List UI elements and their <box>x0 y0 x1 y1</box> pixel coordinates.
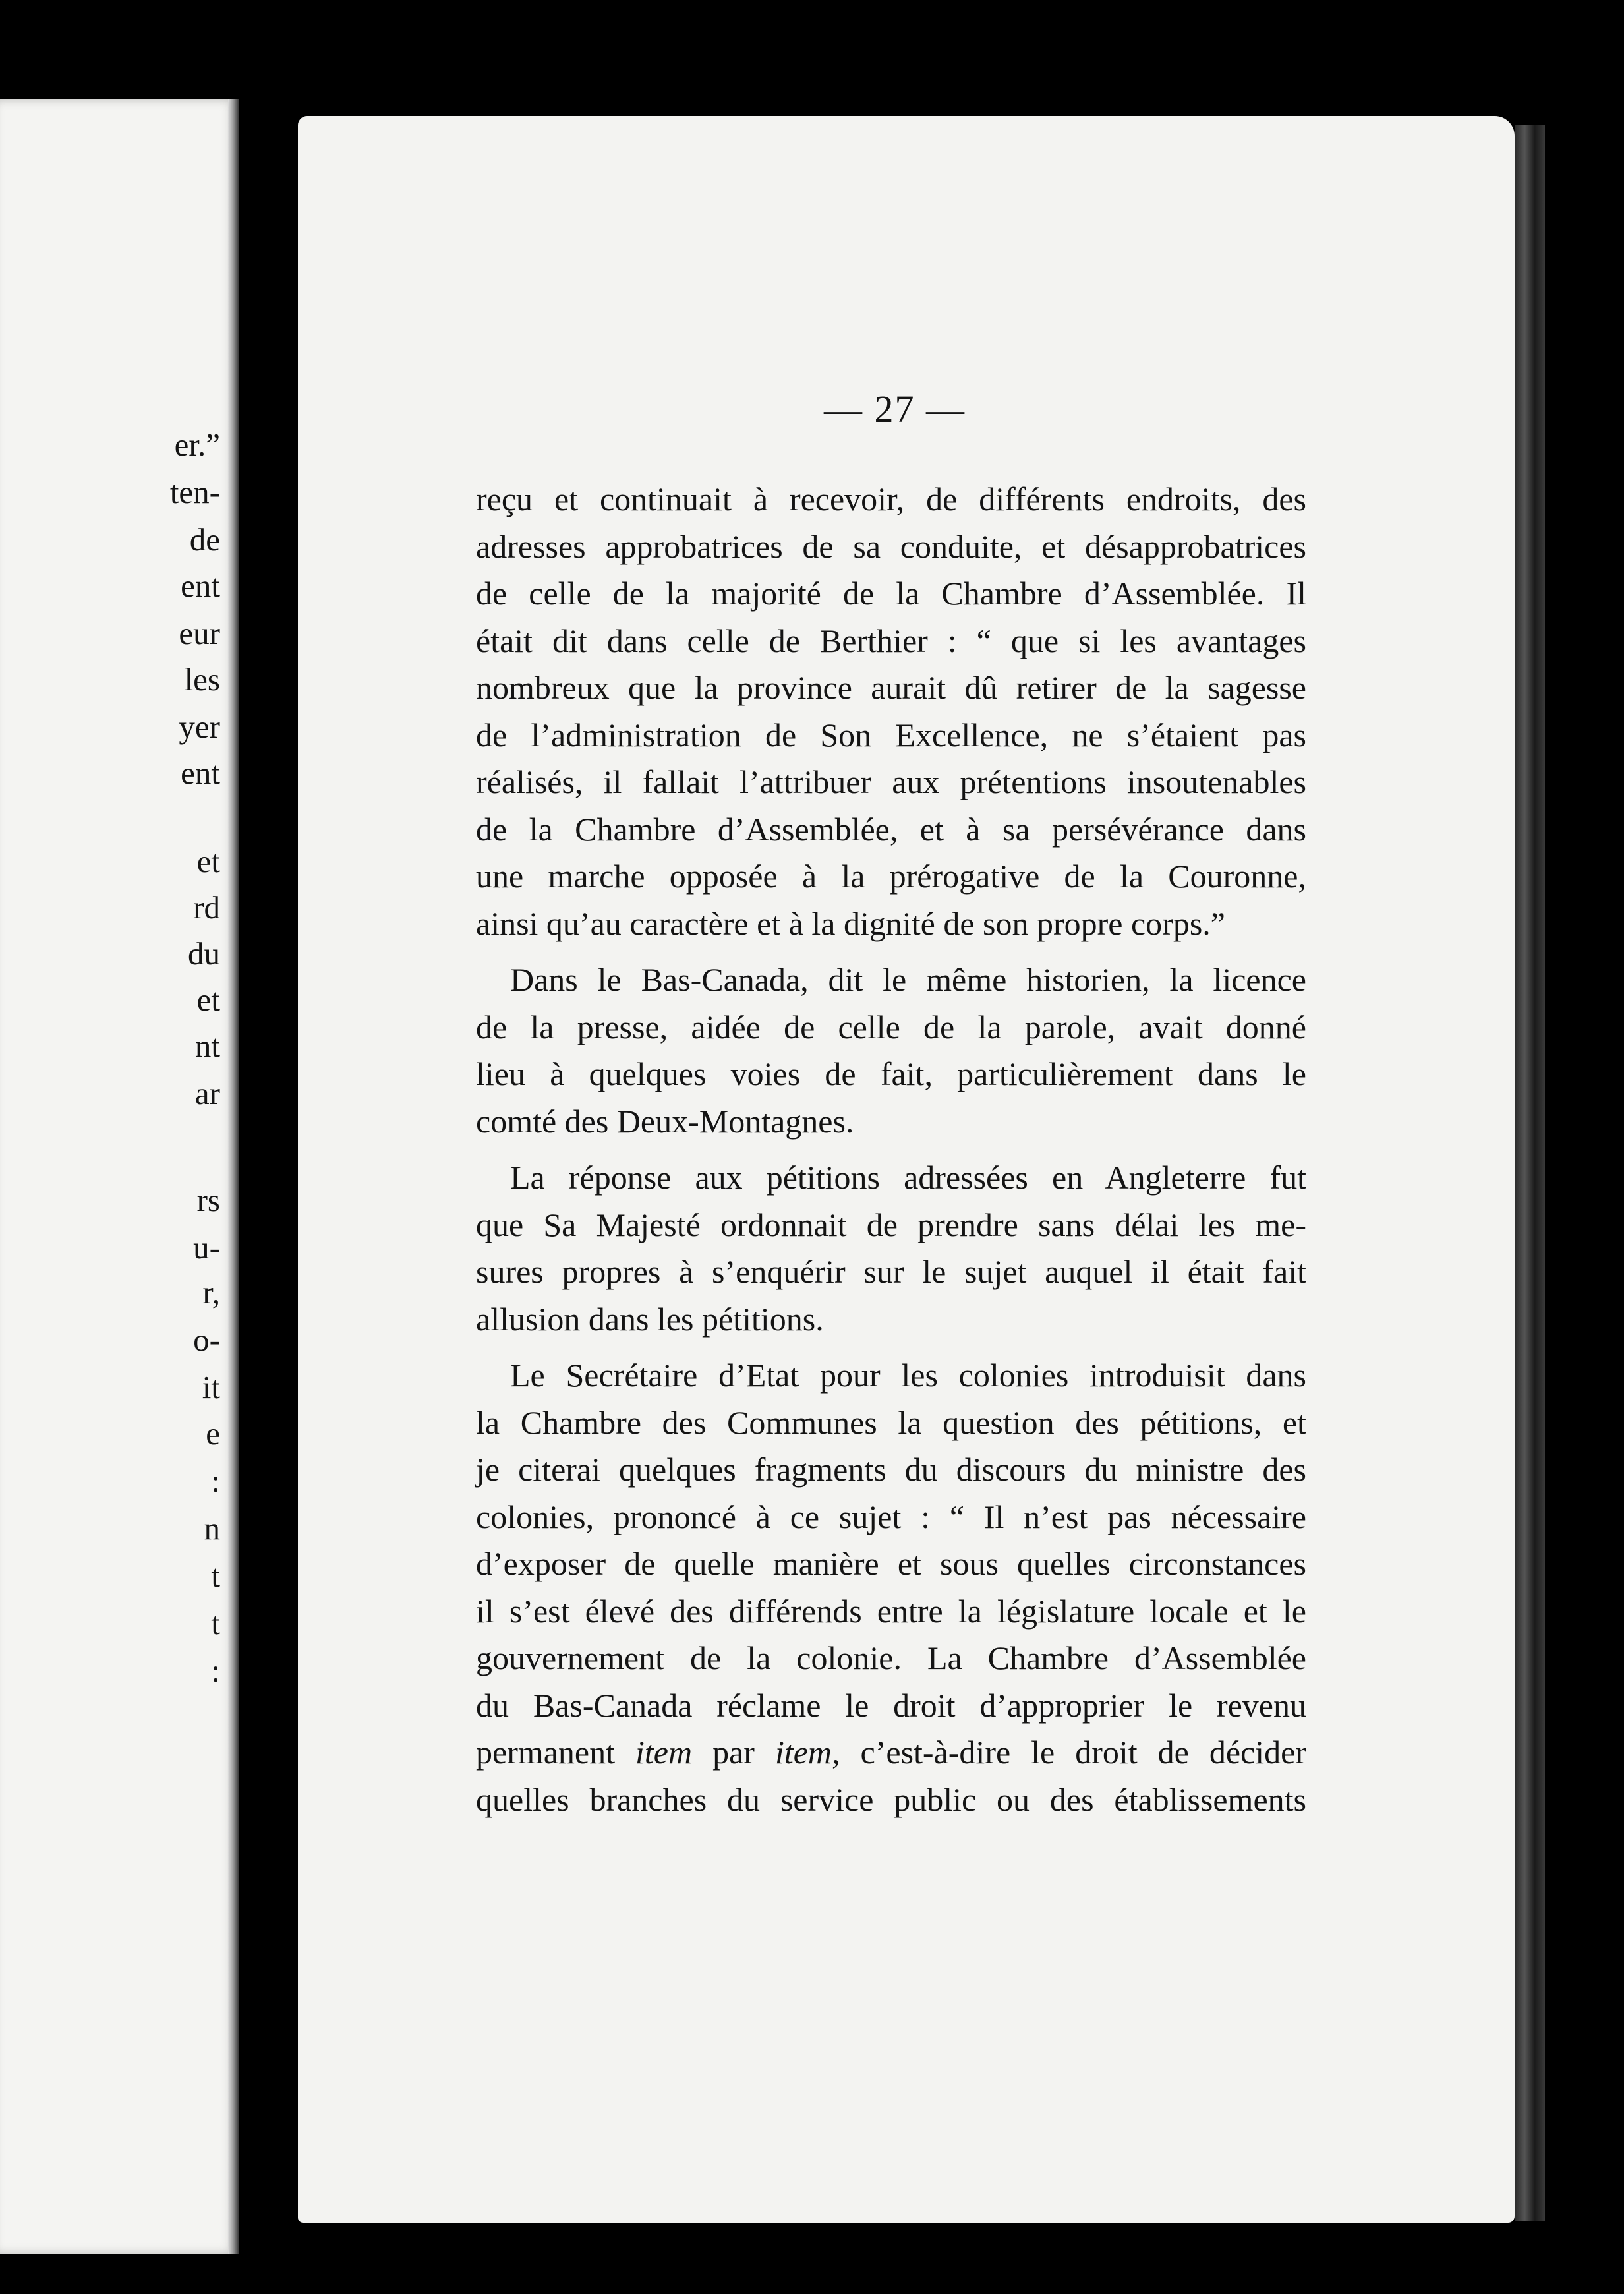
text-line: de la Chambre d’Assemblée, et à sa persévérance dans <box>476 811 1306 848</box>
text-line: quelles branches du service public ou des établissements <box>476 1781 1306 1818</box>
left-page-fragment: et <box>196 982 220 1018</box>
left-page-fragment: ent <box>181 755 220 791</box>
left-page-fragment: u- <box>193 1229 220 1266</box>
left-page-fragment: er.” <box>174 426 220 463</box>
text-line: d’exposer de quelle manière et sous quelles circonstances <box>476 1545 1306 1582</box>
left-page-fragment: nt <box>194 1028 220 1064</box>
text-line: Le Secrétaire d’Etat pour les colonies introduisit dans <box>510 1357 1306 1394</box>
text-line: adresses approbatrices de sa conduite, et désapprobatrices <box>476 528 1306 565</box>
left-page-fragment: t <box>211 1558 220 1594</box>
left-page-fragment: ar <box>194 1075 220 1111</box>
text-line: une marche opposée à la prérogative de la Couronne, <box>476 858 1306 895</box>
text-line: de la presse, aidée de celle de la parole, avait donné <box>476 1009 1306 1045</box>
text-line: la Chambre des Communes la question des pétitions, et <box>476 1404 1306 1441</box>
text-line: que Sa Majesté ordonnait de prendre sans délai les me- <box>476 1206 1306 1243</box>
text-line: colonies, prononcé à ce sujet : “ Il n’est pas nécessaire <box>476 1498 1306 1535</box>
text-line: de l’administration de Son Excellence, ne s’étaient pas <box>476 717 1306 753</box>
left-page-fragment: rd <box>193 889 220 926</box>
left-page-fragment: et <box>196 843 220 879</box>
left-page-fragment: rs <box>196 1182 220 1218</box>
left-page-fragment: eur <box>179 615 220 651</box>
left-page-edge <box>228 99 239 2254</box>
text-line: était dit dans celle de Berthier : “ que si les avantages <box>476 622 1306 659</box>
text-line: permanent item par item, c’est-à-dire le droit de décider <box>476 1734 1306 1771</box>
text-line: lieu à quelques voies de fait, particulièrement dans le <box>476 1055 1306 1092</box>
book-spine <box>1515 125 1545 2221</box>
left-page <box>0 99 239 2254</box>
left-page-fragment: ten- <box>169 474 220 510</box>
left-page-fragment: ent <box>181 568 220 604</box>
text-line: réalisés, il fallait l’attribuer aux prétentions insoutenables <box>476 763 1306 800</box>
text-line: comté des Deux-Montagnes. <box>476 1103 854 1140</box>
left-page-fragment: e <box>206 1415 220 1452</box>
left-page-fragment: o- <box>193 1322 220 1358</box>
left-page-fragment: n <box>204 1510 220 1546</box>
text-line: reçu et continuait à recevoir, de différents endroits, des <box>476 481 1306 517</box>
left-page-fragment: t <box>211 1605 220 1641</box>
left-page-fragment: de <box>189 521 220 558</box>
text-line: La réponse aux pétitions adressées en Angleterre fut <box>510 1159 1306 1196</box>
left-page-fragment: it <box>202 1369 220 1405</box>
left-page-fragment: : <box>211 1463 220 1499</box>
text-line: sures propres à s’enquérir sur le sujet auquel il était fait <box>476 1253 1306 1290</box>
text-line: je citerai quelques fragments du discours du ministre des <box>476 1451 1306 1488</box>
text-line: ainsi qu’au caractère et à la dignité de son propre corps.” <box>476 905 1225 942</box>
left-page-fragment: les <box>184 661 220 697</box>
text-line: Dans le Bas-Canada, dit le même historien, la licence <box>510 961 1306 998</box>
text-line: allusion dans les pétitions. <box>476 1301 824 1338</box>
text-line: nombreux que la province aurait dû retirer de la sagesse <box>476 669 1306 706</box>
text-line: du Bas-Canada réclame le droit d’approprier le revenu <box>476 1687 1306 1724</box>
left-page-fragment: : <box>211 1653 220 1689</box>
text-line: il s’est élevé des différends entre la législature locale et le <box>476 1593 1306 1630</box>
page-number: — 27 — <box>824 388 966 430</box>
left-page-fragment: du <box>188 935 220 972</box>
text-line: de celle de la majorité de la Chambre d’Assemblée. Il <box>476 575 1306 612</box>
text-line: gouvernement de la colonie. La Chambre d’Assemblée <box>476 1639 1306 1676</box>
left-page-fragment: r, <box>202 1274 220 1310</box>
left-page-fragment: yer <box>179 709 220 745</box>
